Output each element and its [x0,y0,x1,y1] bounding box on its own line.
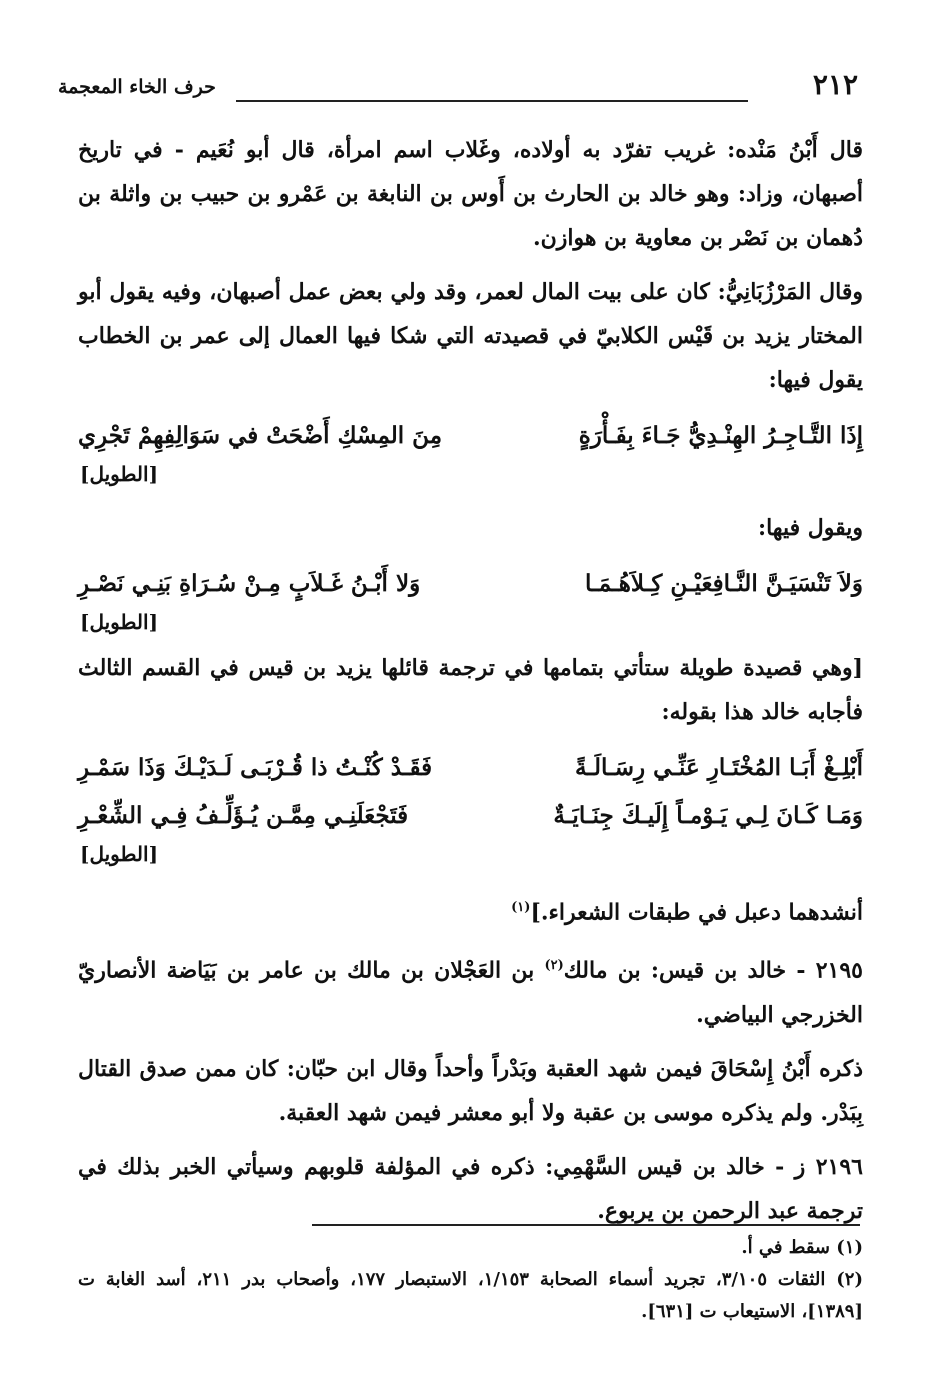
header-rule [236,100,748,102]
verse-first-hemistich: وَمَـا كَـانَ لِـي يَـوْمـاً إِلَيـكَ جِنَـايَـةٌ [553,802,863,829]
verse-line [78,744,863,792]
verse-first-hemistich: وَلاَ تَنْسَيَـنَّ النَّـافِعَيْـنِ كِـلاَهُـمَـا [585,570,863,597]
verse-line [78,412,863,460]
verse-line [78,560,863,608]
entry-2195 [78,944,863,1036]
paragraph-marzubani: وقال المَرْزُبَانِيُّ: كان على بيت المال لعمر، وقد ولي بعض عمل أصبهان، وفيه يقول أبو المختار يزيد بن قَيْس الكلابيّ في قصيدته التي شكا فيها العمال إلى عمر بن الخطاب يقول فيها: [78,279,863,393]
page-body [78,128,863,1233]
meter-label: [الطويل] [80,610,159,634]
footnote-rule [312,1224,860,1226]
verse-second-hemistich: وَلا أَبْـنُ غَـلاَبٍ مِـنْ سُـرَاةِ بَنِـي نَصْـرِ [78,570,421,597]
paragraph-long-poem: [وهي قصيدة طويلة ستأتي بتمامها في ترجمة قائلها يزيد بن قيس في القسم الثالث فأجابه خالد هذا بقوله: [78,655,863,725]
footnote-2: (٢) الثقات ٣/١٠٥، تجريد أسماء الصحابة ١/١٥٣، الاستبصار ١٧٧، وأصحاب بدر ٢١١، أسد الغابة ت [١٣٨٩]، الاستيعاب ت [٦٣١]. [78,1269,863,1322]
page-number: ٢١٢ [812,68,858,101]
paragraph-dibil [78,886,863,934]
footnotes [78,1232,863,1328]
dibil-text: أنشدهما دعبل في طبقات الشعراء.] [530,899,863,926]
verse-second-hemistich: فَتَجْعَلَنِـي مِمَّـن يُـؤَلِّـفُ فِـي الشِّعْـرِ [78,802,409,829]
entry-2195-rest: بن العَجْلان بن مالك بن عامر بن بَيَاضة الأنصاريّ الخزرجي البياضي. [78,957,863,1028]
meter-label: [الطويل] [80,842,159,866]
verse-first-hemistich: أَبْلِـغْ أَبَـا المُخْتَـارِ عَنِّـي رِسَـالَـةً [574,754,863,781]
entry-2195-head: ٢١٩٥ - خالد بن قيس: بن مالك [563,957,863,984]
paragraph-ibn-mandah: قال أَبْنُ مَنْده: غريب تفرّد به أولاده، وغَلاب اسم امرأة، قال أبو نُعَيم - في تاريخ أصبهان، وزاد: وهو خالد بن الحارث بن أَوس بن النابغة بن عَمْرو بن حبيب بن واثلة بن دُهمان بن نَصْر بن معاوية بن هوازن. [78,137,863,251]
running-title: حرف الخاء المعجمة [58,76,216,98]
verse-second-hemistich: فَقَـدْ كُنْـتُ ذا قُـرْبَـى لَـدَيْـكَ وَذَا سَمْـرِ [78,754,433,781]
verse-line [78,792,863,840]
entry-2196: ٢١٩٦ ز - خالد بن قيس السَّهْمِي: ذكره في المؤلفة قلوبهم وسيأتي الخبر بذلك في ترجمة عبد الرحمن بن يربوع. [78,1153,863,1224]
page-header [58,68,858,108]
meter-label: [الطويل] [80,462,159,486]
footnote-marker: (٢) [544,958,564,974]
footnote-marker: (١) [511,900,531,915]
verse-second-hemistich: مِنَ المِسْكِ أَضْحَتْ في سَوَالِفِهِمْ تَجْرِي [78,422,443,449]
paragraph-ibn-ishaq: ذكره أَبْنُ إِسْحَاقَ فيمن شهد العقبة وبَدْراً وأحداً وقال ابن حبّان: كان ممن صدق القتال بِبَدْر. ولم يذكره موسى بن عقبة ولا أبو معشر فيمن شهد العقبة. [78,1055,863,1126]
paragraph-says-in-it: ويقول فيها: [757,515,863,541]
footnote-1: (١) سقط في أ. [741,1237,863,1258]
verse-first-hemistich: إِذَا التَّـاجِـرُ الهِنْـدِيُّ جَـاءَ بِفَـأْرَةٍ [578,422,863,449]
